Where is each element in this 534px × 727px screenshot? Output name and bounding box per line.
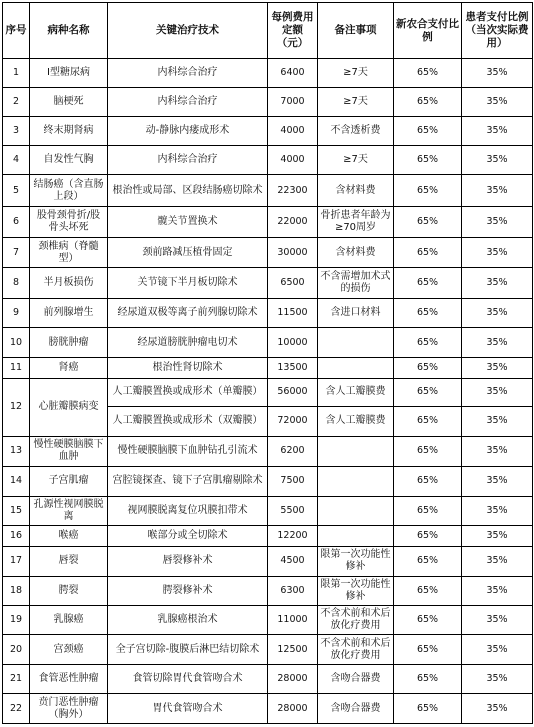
table-row: [3, 605, 533, 634]
cell-patient: 35%: [462, 526, 533, 547]
table-body: [3, 59, 533, 724]
cell-patient: 35%: [462, 547, 533, 576]
cell-seq: 8: [3, 268, 30, 299]
cell-fee: 11000: [268, 605, 318, 634]
cell-seq: 3: [3, 116, 30, 145]
table-row: [3, 174, 533, 207]
cell-disease: 喉癌: [30, 526, 108, 547]
cell-note: 含材料费: [318, 174, 394, 207]
cell-fee: 6400: [268, 59, 318, 88]
cell-note: ≥7天: [318, 88, 394, 116]
cell-disease: 慢性硬膜脑膜下血肿: [30, 436, 108, 467]
cell-patient: 35%: [462, 664, 533, 693]
cell-ncms: 65%: [394, 467, 462, 496]
cell-note: 限第一次功能性修补: [318, 576, 394, 605]
cell-tech: 唇裂修补术: [108, 547, 268, 576]
cell-ncms: 65%: [394, 59, 462, 88]
cell-fee: 22300: [268, 174, 318, 207]
cell-seq: 13: [3, 436, 30, 467]
cell-ncms: 65%: [394, 146, 462, 174]
cell-ncms: 65%: [394, 547, 462, 576]
cell-ncms: 65%: [394, 207, 462, 238]
cell-ncms: 65%: [394, 526, 462, 547]
cell-disease: 肾癌: [30, 357, 108, 378]
cell-tech: 慢性硬膜脑膜下血肿钻孔引流术: [108, 436, 268, 467]
cell-disease: 半月板损伤: [30, 268, 108, 299]
cell-fee: 6300: [268, 576, 318, 605]
cell-ncms: 65%: [394, 576, 462, 605]
cell-disease: 膀胱肿瘤: [30, 328, 108, 357]
cell-patient: 35%: [462, 378, 533, 406]
table-row: [3, 547, 533, 576]
cell-patient: 35%: [462, 298, 533, 327]
cell-patient: 35%: [462, 436, 533, 467]
cell-tech: 动-静脉内瘘成形术: [108, 116, 268, 145]
table-row: [3, 268, 533, 299]
cell-patient: 35%: [462, 407, 533, 436]
table-row: [3, 298, 533, 327]
cell-tech: 根治性或局部、区段结肠癌切除术: [108, 174, 268, 207]
cell-fee: 12200: [268, 526, 318, 547]
cell-disease: 颈椎病（脊髓型）: [30, 237, 108, 268]
cell-seq: 12: [3, 378, 30, 436]
header-tech: 关键治疗技术: [108, 3, 268, 59]
cell-note: 含材料费: [318, 237, 394, 268]
table-row: [3, 467, 533, 496]
cell-ncms: 65%: [394, 694, 462, 724]
cell-seq: 10: [3, 328, 30, 357]
cell-patient: 35%: [462, 88, 533, 116]
cell-seq: 7: [3, 237, 30, 268]
cell-fee: 22000: [268, 207, 318, 238]
cell-note: 不含需增加术式的损伤: [318, 268, 394, 299]
cell-ncms: 65%: [394, 174, 462, 207]
cell-tech: 胃代食管吻合术: [108, 694, 268, 724]
cell-patient: 35%: [462, 237, 533, 268]
table-row: [3, 59, 533, 88]
cell-tech: 全子宫切除-腹膜后淋巴结切除术: [108, 635, 268, 664]
cell-note: [318, 436, 394, 467]
cell-tech: 人工瓣膜置换或成形术（单瓣膜）: [108, 378, 268, 406]
cell-patient: 35%: [462, 116, 533, 145]
cell-fee: 4000: [268, 116, 318, 145]
cell-ncms: 65%: [394, 268, 462, 299]
header-row: [3, 3, 533, 59]
cell-tech: 内科综合治疗: [108, 146, 268, 174]
table-row: [3, 207, 533, 238]
table-row: [3, 328, 533, 357]
cell-tech: 关节镜下半月板切除术: [108, 268, 268, 299]
cell-tech: 经尿道双极等离子前列腺切除术: [108, 298, 268, 327]
cell-ncms: 65%: [394, 328, 462, 357]
cell-tech: 宫腔镜探查、镜下子宫肌瘤剔除术: [108, 467, 268, 496]
cell-disease: 腭裂: [30, 576, 108, 605]
cell-ncms: 65%: [394, 407, 462, 436]
cell-note: 含进口材料: [318, 298, 394, 327]
cell-patient: 35%: [462, 174, 533, 207]
cell-ncms: 65%: [394, 605, 462, 634]
cell-disease: 前列腺增生: [30, 298, 108, 327]
cell-seq: 17: [3, 547, 30, 576]
cell-disease: 终末期肾病: [30, 116, 108, 145]
cell-tech: 根治性肾切除术: [108, 357, 268, 378]
cell-fee: 13500: [268, 357, 318, 378]
cell-fee: 5500: [268, 496, 318, 525]
cell-seq: 22: [3, 694, 30, 724]
cell-note: 含人工瓣膜费: [318, 407, 394, 436]
cell-patient: 35%: [462, 357, 533, 378]
cell-seq: 19: [3, 605, 30, 634]
cell-ncms: 65%: [394, 237, 462, 268]
cell-note: [318, 496, 394, 525]
cell-tech: 颈前路减压植骨固定: [108, 237, 268, 268]
cell-patient: 35%: [462, 207, 533, 238]
cell-disease: 自发性气胸: [30, 146, 108, 174]
cell-patient: 35%: [462, 635, 533, 664]
table-row: [3, 88, 533, 116]
policy-table: [2, 2, 533, 724]
table-row: [3, 116, 533, 145]
cell-disease: 贲门恶性肿瘤（胸外）: [30, 694, 108, 724]
header-seq: 序号: [3, 3, 30, 59]
cell-disease: 孔源性视网膜脱离: [30, 496, 108, 525]
cell-note: 骨折患者年龄为≥70周岁: [318, 207, 394, 238]
cell-fee: 12500: [268, 635, 318, 664]
table-row: [3, 496, 533, 525]
cell-ncms: 65%: [394, 298, 462, 327]
cell-tech: 腭裂修补术: [108, 576, 268, 605]
cell-fee: 72000: [268, 407, 318, 436]
cell-seq: 2: [3, 88, 30, 116]
cell-note: 不含术前和术后放化疗费用: [318, 605, 394, 634]
cell-note: [318, 328, 394, 357]
cell-seq: 16: [3, 526, 30, 547]
cell-note: ≥7天: [318, 59, 394, 88]
cell-note: 不含透析费: [318, 116, 394, 145]
table-row: [3, 436, 533, 467]
table-row: [3, 694, 533, 724]
cell-disease: Ⅰ型糖尿病: [30, 59, 108, 88]
cell-ncms: 65%: [394, 436, 462, 467]
cell-note: 含吻合器费: [318, 664, 394, 693]
cell-disease: 心脏瓣膜病变: [30, 378, 108, 436]
cell-note: [318, 467, 394, 496]
cell-fee: 6500: [268, 268, 318, 299]
header-note: 备注事项: [318, 3, 394, 59]
cell-note: 不含术前和术后放化疗费用: [318, 635, 394, 664]
cell-seq: 18: [3, 576, 30, 605]
table-row: [3, 576, 533, 605]
cell-ncms: 65%: [394, 635, 462, 664]
cell-seq: 15: [3, 496, 30, 525]
cell-disease: 乳腺癌: [30, 605, 108, 634]
cell-note: ≥7天: [318, 146, 394, 174]
cell-note: 限第一次功能性修补: [318, 547, 394, 576]
cell-seq: 11: [3, 357, 30, 378]
cell-ncms: 65%: [394, 357, 462, 378]
cell-patient: 35%: [462, 268, 533, 299]
cell-patient: 35%: [462, 576, 533, 605]
cell-ncms: 65%: [394, 116, 462, 145]
table-row: [3, 237, 533, 268]
cell-tech: 食管切除胃代食管吻合术: [108, 664, 268, 693]
cell-tech: 乳腺癌根治术: [108, 605, 268, 634]
cell-disease: 子宫肌瘤: [30, 467, 108, 496]
cell-seq: 1: [3, 59, 30, 88]
cell-seq: 21: [3, 664, 30, 693]
cell-disease: 食管恶性肿瘤: [30, 664, 108, 693]
cell-note: [318, 526, 394, 547]
table-row: [3, 146, 533, 174]
cell-fee: 4500: [268, 547, 318, 576]
cell-fee: 11500: [268, 298, 318, 327]
cell-patient: 35%: [462, 605, 533, 634]
cell-seq: 20: [3, 635, 30, 664]
cell-fee: 7000: [268, 88, 318, 116]
cell-patient: 35%: [462, 146, 533, 174]
table-row: [3, 526, 533, 547]
cell-ncms: 65%: [394, 88, 462, 116]
header-patient: 患者支付比例（当次实际费用）: [462, 3, 533, 59]
cell-disease: 结肠癌（含直肠上段）: [30, 174, 108, 207]
cell-fee: 7500: [268, 467, 318, 496]
cell-seq: 9: [3, 298, 30, 327]
cell-tech: 内科综合治疗: [108, 88, 268, 116]
cell-disease: 唇裂: [30, 547, 108, 576]
header-disease: 病种名称: [30, 3, 108, 59]
cell-ncms: 65%: [394, 496, 462, 525]
cell-fee: 28000: [268, 694, 318, 724]
cell-seq: 4: [3, 146, 30, 174]
cell-fee: 30000: [268, 237, 318, 268]
table-row: [3, 357, 533, 378]
cell-fee: 6200: [268, 436, 318, 467]
cell-disease: 宫颈癌: [30, 635, 108, 664]
cell-fee: 10000: [268, 328, 318, 357]
cell-patient: 35%: [462, 496, 533, 525]
cell-tech: 内科综合治疗: [108, 59, 268, 88]
cell-disease: 股骨颈骨折/股骨头坏死: [30, 207, 108, 238]
cell-ncms: 65%: [394, 664, 462, 693]
cell-tech: 经尿道膀胱肿瘤电切术: [108, 328, 268, 357]
cell-fee: 56000: [268, 378, 318, 406]
cell-note: 含吻合器费: [318, 694, 394, 724]
cell-tech: 喉部分或全切除术: [108, 526, 268, 547]
table-row: [3, 664, 533, 693]
cell-seq: 6: [3, 207, 30, 238]
cell-ncms: 65%: [394, 378, 462, 406]
cell-fee: 4000: [268, 146, 318, 174]
cell-seq: 5: [3, 174, 30, 207]
cell-tech: 视网膜脱离复位巩膜扣带术: [108, 496, 268, 525]
header-fee: 每例费用定额（元）: [268, 3, 318, 59]
cell-tech: 髋关节置换术: [108, 207, 268, 238]
cell-patient: 35%: [462, 467, 533, 496]
header-ncms: 新农合支付比例: [394, 3, 462, 59]
cell-fee: 28000: [268, 664, 318, 693]
cell-disease: 脑梗死: [30, 88, 108, 116]
cell-note: [318, 357, 394, 378]
table-row: [3, 378, 533, 406]
cell-seq: 14: [3, 467, 30, 496]
cell-note: 含人工瓣膜费: [318, 378, 394, 406]
table-row: [3, 635, 533, 664]
cell-patient: 35%: [462, 59, 533, 88]
cell-tech: 人工瓣膜置换或成形术（双瓣膜）: [108, 407, 268, 436]
cell-patient: 35%: [462, 694, 533, 724]
cell-patient: 35%: [462, 328, 533, 357]
